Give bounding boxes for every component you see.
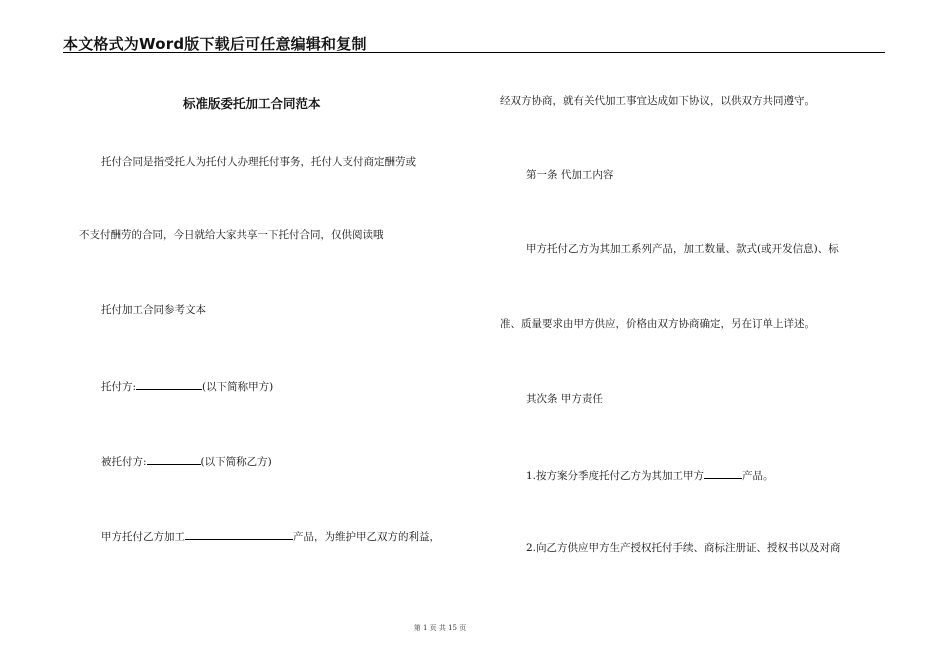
product-line — [101, 528, 440, 544]
article-2-heading: 其次条 甲方责任 — [526, 393, 603, 405]
principal-suffix: (以下简称甲方) — [202, 381, 274, 393]
page-number: 第 1 页 共 15 页 — [413, 624, 467, 632]
clause-1-blank — [704, 467, 742, 479]
principal-line — [101, 378, 273, 394]
agent-blank — [147, 453, 201, 465]
product-blank — [185, 528, 293, 540]
clause-1-prefix: 1.按方案分季度托付乙方为其加工甲方 — [526, 470, 705, 482]
right-paragraph-1: 经双方协商，就有关代加工事宜达成如下协议，以供双方共同遵守。 — [500, 95, 815, 107]
clause-1-suffix: 产品。 — [742, 470, 774, 482]
header-divider — [63, 52, 885, 53]
agent-suffix: (以下简称乙方) — [200, 456, 272, 468]
principal-label: 托付方: — [101, 381, 137, 393]
product-prefix: 甲方托付乙方加工 — [101, 531, 185, 543]
left-paragraph-3: 托付加工合同参考文本 — [101, 304, 206, 316]
left-paragraph-2: 不支付酬劳的合同，今日就给大家共享一下托付合同，仅供阅读哦 — [79, 229, 384, 241]
clause-1-line — [526, 467, 774, 483]
right-paragraph-3: 甲方托付乙方为其加工系列产品，加工数量、款式(或开发信息)、标 — [526, 243, 839, 255]
agent-line — [101, 453, 272, 469]
header-title: 本文格式为Word版下载后可任意编辑和复制 — [63, 35, 367, 53]
right-paragraph-4: 准、质量要求由甲方供应，价格由双方协商确定，另在订单上详述。 — [500, 318, 815, 330]
principal-blank — [136, 378, 202, 390]
article-1-heading: 第一条 代加工内容 — [526, 169, 614, 181]
document-title: 标准版委托加工合同范本 — [183, 96, 321, 111]
left-paragraph-1: 托付合同是指受托人为托付人办理托付事务，托付人支付商定酬劳或 — [101, 156, 416, 168]
clause-2-line: 2.向乙方供应甲方生产授权托付手续、商标注册证、授权书以及对商 — [526, 542, 841, 554]
product-suffix: 产品，为维护甲乙双方的利益， — [293, 531, 440, 543]
agent-label: 被托付方: — [101, 456, 147, 468]
